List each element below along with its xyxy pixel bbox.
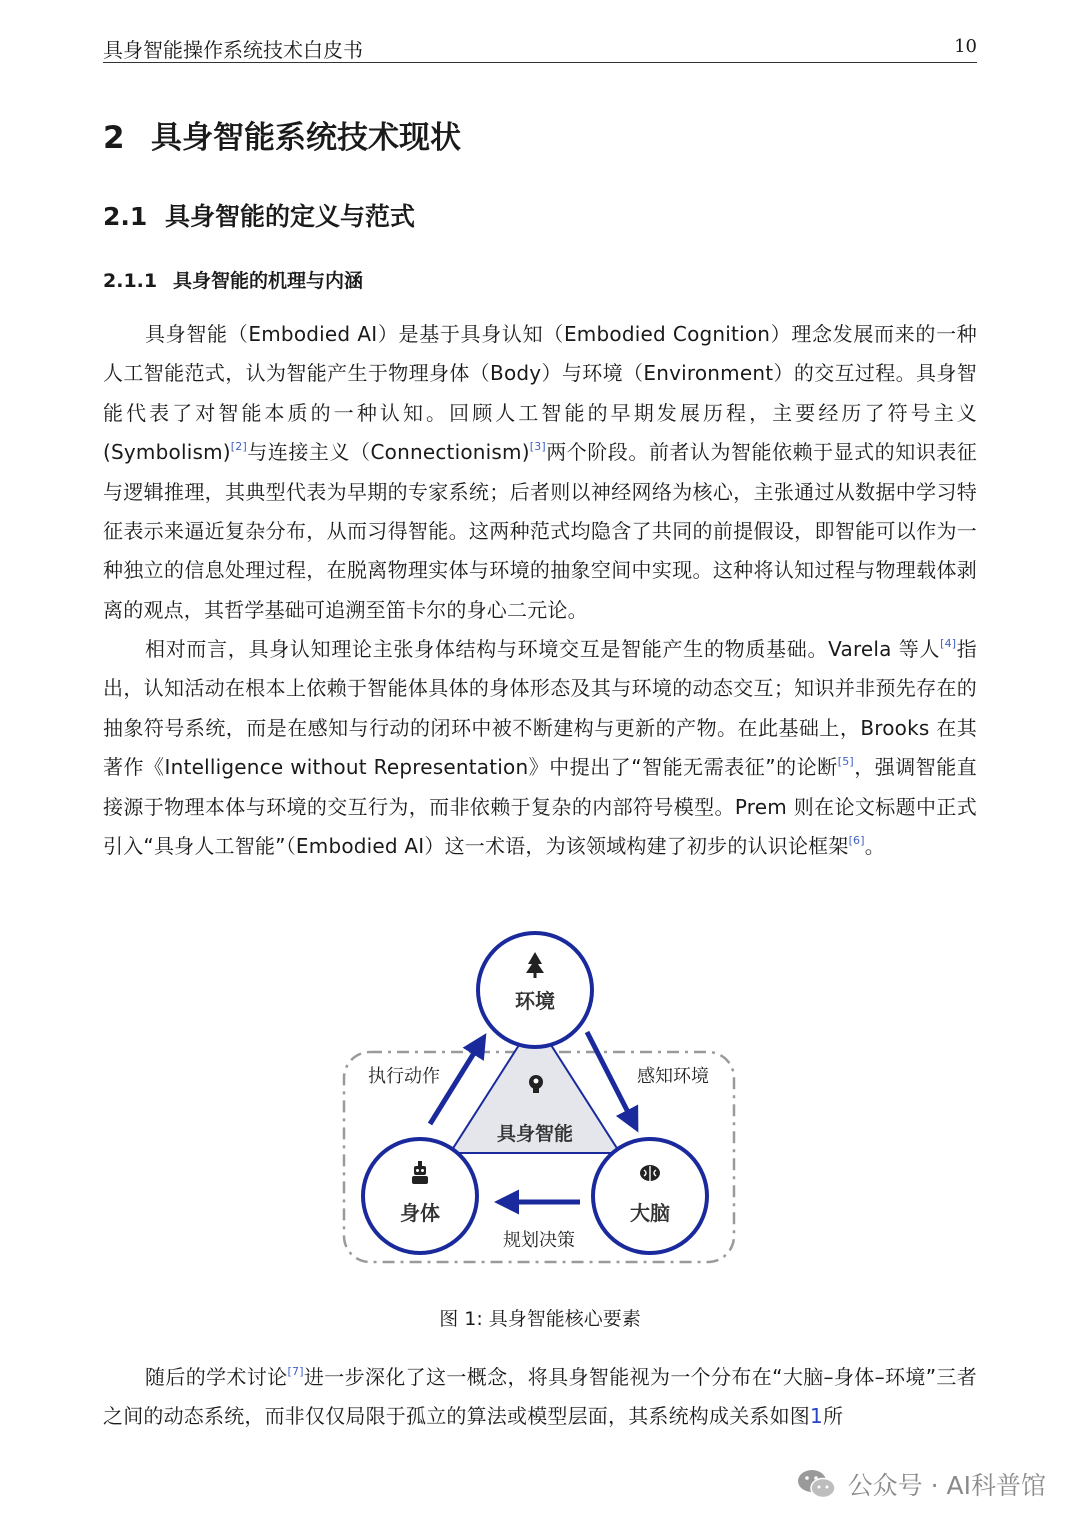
paragraph-system (103, 1358, 977, 1437)
body-label: 身体 (400, 1201, 440, 1225)
center-label: 具身智能 (496, 1123, 574, 1145)
subsubsection-title: 具身智能的机理与内涵 (173, 270, 364, 292)
brain-icon (640, 1165, 660, 1181)
p1-text-3: 两个阶段。前者认为智能依赖于显式的知识表征与逻辑推理，其典型代表为早期的专家系统；后者则以神经网络为核心，主张通过从数据中学习特征表示来逼近复杂分布，从而习得智能。这两种范式均隐含了共同的前提假设，即智能可以作为一种独立的信息处理过程，在脱离物理实体与环境的抽象空间中实现。这种将认知过程与物理载体剥离的观点，其哲学基础可追溯至笛卡尔的身心二元论。 (103, 440, 977, 622)
subsection-number: 2.1 (103, 202, 148, 231)
p3-text-1: 随后的学术讨论 (145, 1365, 288, 1389)
wechat-icon (796, 1466, 838, 1502)
subsubsection-heading (103, 266, 363, 293)
p3-text-3: 所 (822, 1404, 844, 1429)
watermark (796, 1466, 1046, 1502)
subsection-title: 具身智能的定义与范式 (165, 202, 416, 231)
node-body (363, 1139, 477, 1253)
embodied-ai-diagram (330, 920, 750, 1280)
citation-5[interactable]: [5] (837, 755, 854, 769)
page-number: 10 (954, 36, 977, 57)
section-heading (103, 112, 461, 157)
p1-text-1: 具身智能（Embodied AI）是基于具身认知（Embodied Cognition）理念发展而来的一种人工智能范式，认为智能产生于物理身体（Body）与环境（Environment）的交互过程。具身智能代表了对智能本质的一种认知。回顾人工智能的早期发展历程，主要经历了符号主义(Symbolism) (103, 322, 977, 465)
node-environment (478, 933, 592, 1047)
citation-2[interactable]: [2] (230, 440, 247, 454)
figure-reference-link[interactable]: 1 (810, 1404, 823, 1429)
subsubsection-number: 2.1.1 (103, 270, 158, 292)
environment-label: 环境 (515, 989, 555, 1013)
subsection-heading (103, 197, 415, 233)
watermark-text: 公众号 · AI科普馆 (847, 1471, 1046, 1500)
figure-caption: 图 1: 具身智能核心要素 (439, 1308, 641, 1330)
p2-text-2: 指出，认知活动在根本上依赖于智能体具体的身体形态及其与环境的动态交互；知识并非预先存在的抽象符号系统，而是在感知与行动的闭环中被不断建构与更新的产物。在此基础上，Brooks 在其著作《Intelligence without Representation》中提出了“智能无需表征”的论断 (103, 637, 977, 780)
p2-text-3: ，强调智能直接源于物理本体与环境的交互行为，而非依赖于复杂的内部符号模型。Prem 则在论文标题中正式引入“具身人工智能”（Embodied AI）这一术语，为该领域构建了初步的认识论框架 (103, 755, 978, 859)
section-title: 具身智能系统技术现状 (151, 120, 461, 156)
citation-7[interactable]: [7] (287, 1365, 304, 1378)
header-title: 具身智能操作系统技术白皮书 (103, 38, 363, 62)
citation-4[interactable]: [4] (940, 637, 957, 650)
p3-text-2: 进一步深化了这一概念，将具身智能视为一个分布在“大脑–身体–环境”三者之间的动态系统，而非仅仅局限于孤立的算法或模型层面，其系统构成关系如图 (103, 1365, 977, 1429)
arrow-perceive (587, 1032, 632, 1120)
citation-3[interactable]: [3] (529, 440, 546, 454)
citation-6[interactable]: [6] (848, 834, 865, 848)
paragraph-definition (103, 315, 977, 630)
p1-text-2: 与连接主义（Connectionism) (246, 440, 530, 465)
node-brain (593, 1139, 707, 1253)
section-number: 2 (103, 120, 125, 156)
edge-label-perceive: 感知环境 (637, 1066, 709, 1087)
edge-label-act: 执行动作 (368, 1066, 440, 1087)
brain-label: 大脑 (630, 1201, 670, 1225)
edge-label-plan: 规划决策 (503, 1230, 575, 1251)
page-header (103, 30, 977, 63)
p2-text-1: 相对而言，具身认知理论主张身体结构与环境交互是智能产生的物质基础。Varela 等人 (145, 637, 941, 661)
p2-text-4: 。 (864, 834, 885, 859)
paragraph-embodied-cognition (103, 630, 977, 866)
